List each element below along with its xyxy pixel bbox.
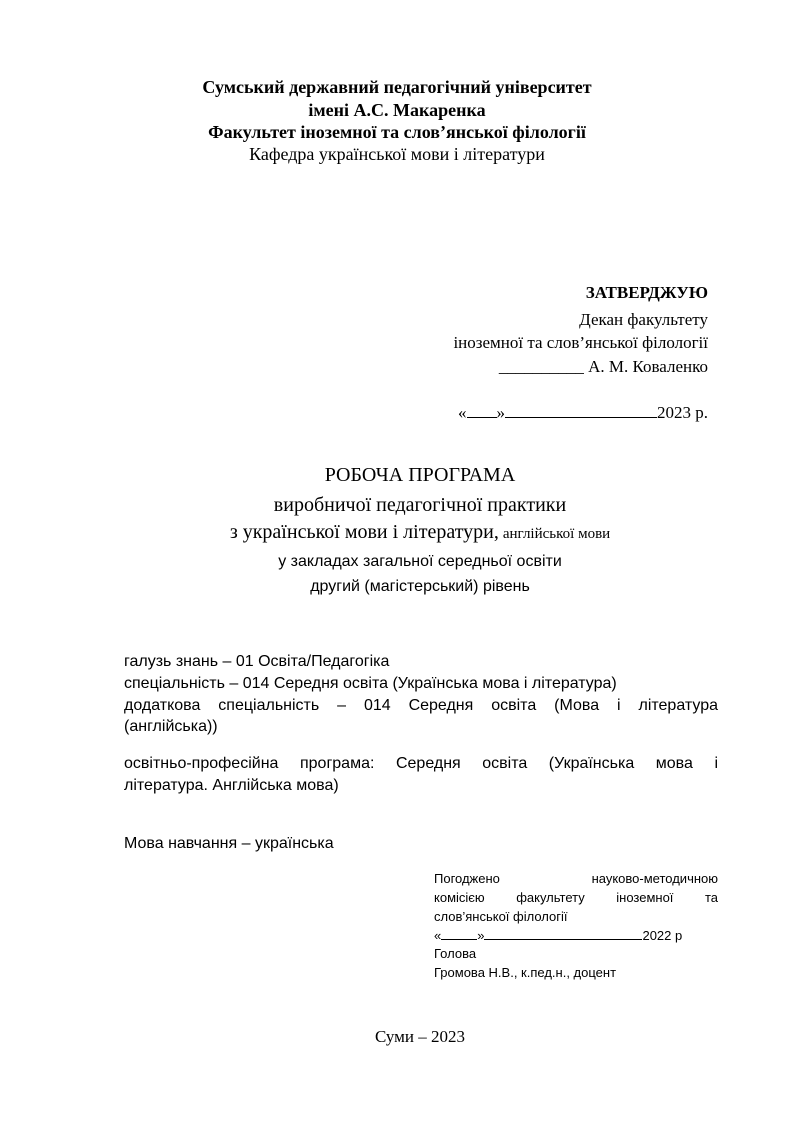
title-subjects (0, 521, 794, 544)
date-close-quote: » (496, 403, 505, 422)
title-subjects-main: з української мови і літератури, (229, 521, 499, 543)
approval-title: ЗАТВЕРДЖУЮ (585, 283, 708, 302)
document-title: РОБОЧА ПРОГРАМА (324, 464, 516, 486)
university-named-after: імені А.С. Макаренка (308, 100, 486, 120)
agreement-date-open-quote: « (434, 928, 442, 943)
agreement-date (434, 926, 718, 945)
approval-date (458, 402, 708, 424)
program-line2: література. Англійська мова) (124, 777, 339, 794)
agreement-head-label: Голова (434, 946, 477, 961)
date-year: 2023 р. (657, 403, 708, 422)
title-practice-type: виробничої педагогічної практики (273, 494, 567, 516)
agreement-day-blank (441, 927, 477, 940)
agreement-date-close-quote: » (477, 928, 485, 943)
faculty-name: Факультет іноземної та слов’янської філології (208, 122, 586, 142)
approval-faculty: іноземної та слов’янської філології (453, 333, 708, 352)
field-of-knowledge: галузь знань – 01 Освіта/Педагогіка (124, 653, 390, 670)
language-of-instruction: Мова навчання – українська (124, 835, 334, 852)
approval-position: Декан факультету (579, 310, 708, 329)
agreement-line2: комісією факультету іноземної та (434, 890, 718, 905)
agreement-month-blank (484, 927, 642, 940)
extra-specialty-line2: (англійська)) (124, 718, 218, 735)
agreement-line1: Погоджено науково-методичною (434, 871, 718, 886)
date-open-quote: « (458, 403, 467, 422)
date-month-blank (505, 403, 657, 418)
title-subjects-extra: англійської мови (502, 526, 611, 542)
signature-blank: __________ (498, 357, 584, 376)
title-institutions: у закладах загальної середньої освіти (278, 553, 562, 570)
university-name: Сумський державний педагогічний університет (202, 77, 592, 97)
agreement-date-year: 2022 р (642, 928, 683, 943)
department-name: Кафедра української мови і літератури (249, 144, 545, 164)
approval-signature-line (499, 356, 708, 378)
city-year: Суми – 2023 (374, 1027, 466, 1046)
specialty: спеціальність – 014 Середня освіта (Українська мова і література) (124, 675, 617, 692)
title-level: другий (магістерський) рівень (310, 578, 530, 595)
extra-specialty-line1: додаткова спеціальність – 014 Середня освіта (Мова і література (124, 697, 718, 714)
agreement-head-name: Громова Н.В., к.пед.н., доцент (434, 965, 617, 980)
approver-name: А. М. Коваленко (588, 357, 708, 376)
agreement-line3: слов’янської філології (434, 909, 568, 924)
program-line1: освітньо-професійна програма: Середня освіта (Українська мова і (124, 755, 718, 772)
date-day-blank (467, 403, 497, 418)
